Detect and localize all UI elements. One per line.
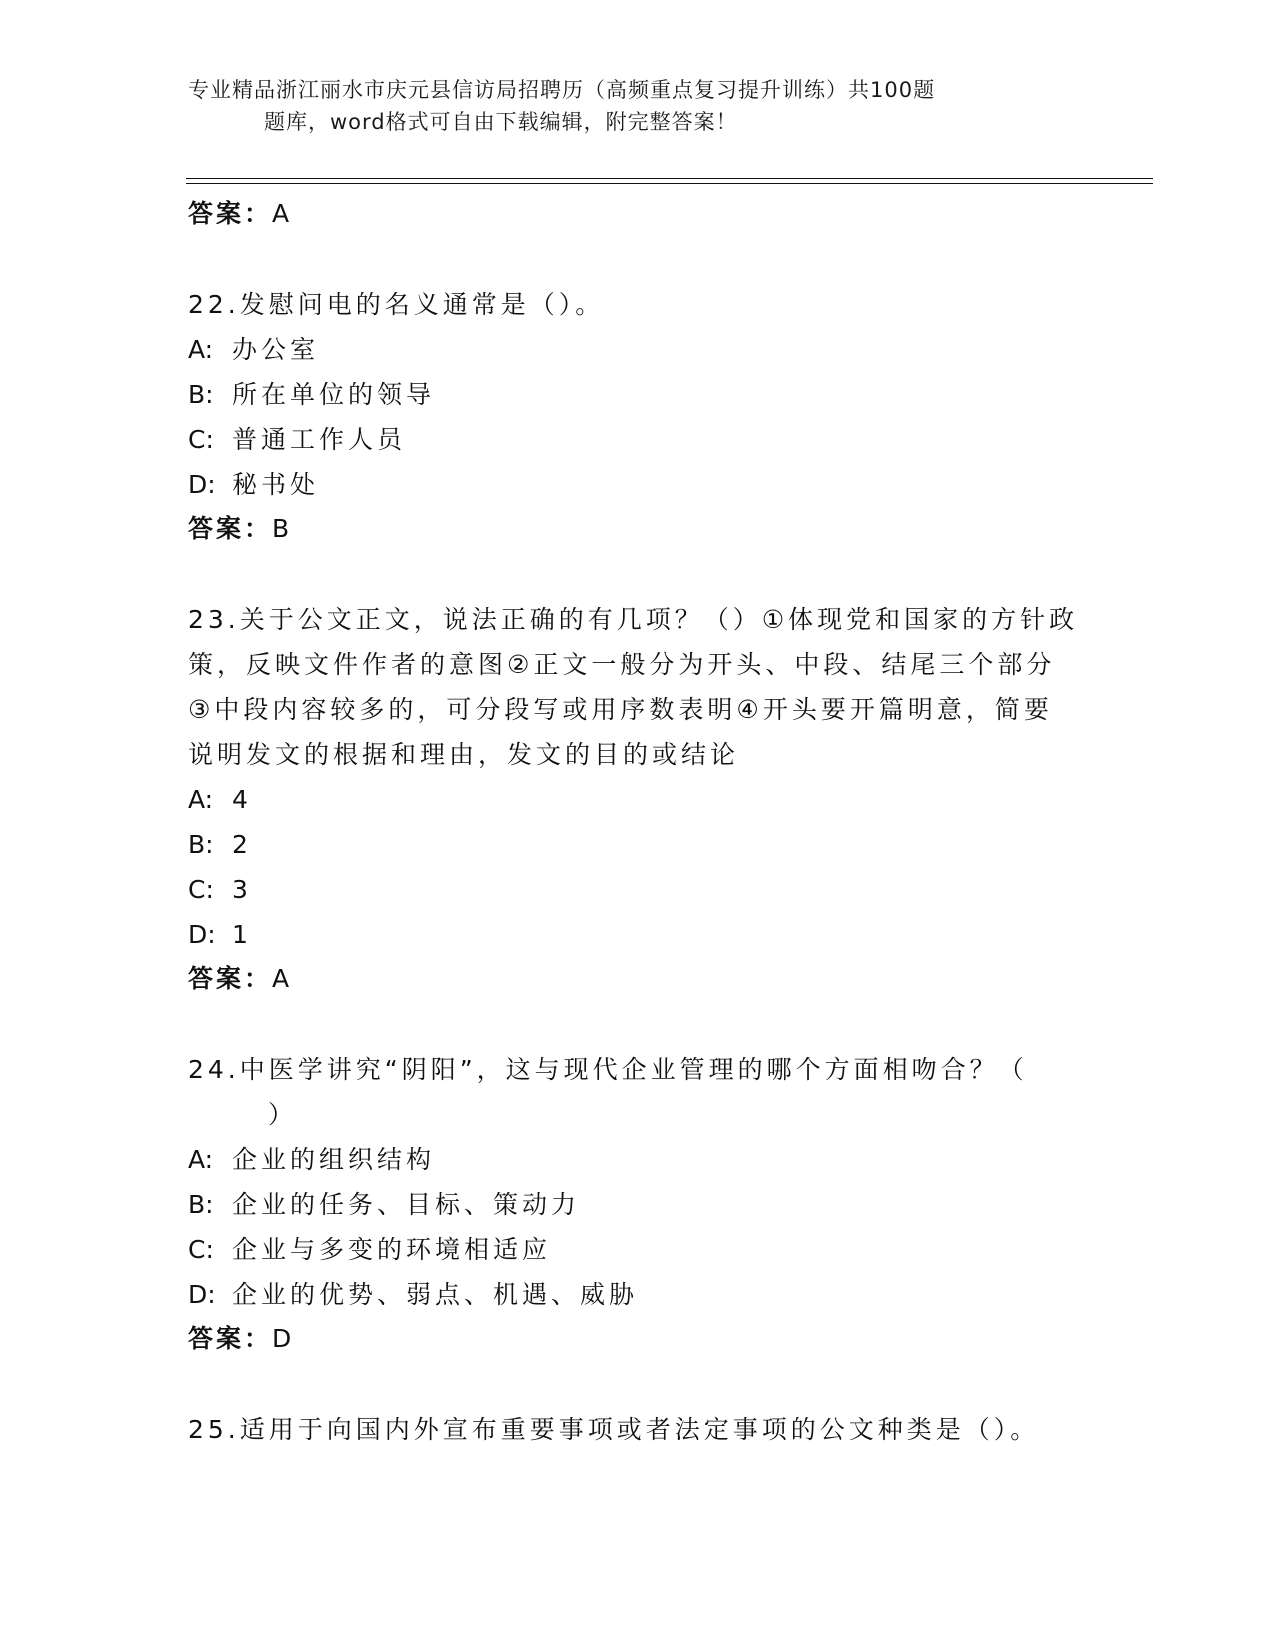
header-title-line-1: 专业精品浙江丽水市庆元县信访局招聘历（高频重点复习提升训练）共100题: [188, 78, 936, 102]
question-23-option-b: [188, 822, 1088, 867]
header-title-line-2: 题库，word格式可自由下载编辑，附完整答案！: [264, 110, 738, 134]
question-24-option-b: [188, 1182, 1088, 1227]
option-key: B:: [188, 830, 214, 859]
question-25-text: 25.适用于向国内外宣布重要事项或者法定事项的公文种类是（）。: [188, 1415, 1040, 1444]
option-text: 3: [232, 875, 252, 904]
option-key: A:: [188, 785, 214, 814]
question-22: [188, 282, 1088, 327]
option-text: 所在单位的领导: [232, 380, 436, 409]
question-24-option-c: [188, 1227, 1088, 1272]
answer-22: [188, 507, 1088, 551]
answer-value: A: [272, 199, 292, 228]
option-text: 秘书处: [232, 470, 320, 499]
answer-label: 答案：: [188, 199, 273, 228]
option-text: 普通工作人员: [232, 425, 407, 454]
question-22-option-d: [188, 462, 1088, 507]
question-22-text: 22.发慰问电的名义通常是（）。: [188, 290, 605, 319]
option-key: B:: [188, 380, 214, 409]
question-22-option-c: [188, 417, 1088, 462]
question-24: [188, 1047, 1088, 1137]
question-24-option-d: [188, 1272, 1088, 1317]
option-key: A:: [188, 335, 214, 364]
question-22-option-b: [188, 372, 1088, 417]
question-23-line-4: 说明发文的根据和理由，发文的目的或结论: [188, 740, 740, 769]
option-key: D:: [188, 470, 216, 499]
question-23-line-1: 23.关于公文正文，说法正确的有几项？（）①体现党和国家的方针政: [188, 605, 1079, 634]
answer-value: B: [272, 514, 292, 543]
header-rule-bottom: [186, 183, 1153, 184]
answer-label: 答案：: [188, 964, 273, 993]
question-23: [188, 597, 1088, 777]
answer-label: 答案：: [188, 1324, 273, 1353]
option-text: 企业的优势、弱点、机遇、威胁: [232, 1280, 639, 1309]
answer-23: [188, 957, 1088, 1001]
answer-label: 答案：: [188, 514, 273, 543]
answer-21: [188, 192, 1088, 236]
option-key: C:: [188, 425, 214, 454]
question-24-line-2: ）: [268, 1100, 298, 1129]
question-25: [188, 1407, 1088, 1452]
option-text: 4: [232, 785, 252, 814]
document-body: [188, 192, 1088, 1452]
document-header: [188, 74, 1068, 138]
option-text: 1: [232, 920, 252, 949]
question-23-line-3: ③中段内容较多的，可分段写或用序数表明④开头要开篇明意，简要: [188, 695, 1053, 724]
question-24-option-a: [188, 1137, 1088, 1182]
option-key: C:: [188, 1235, 214, 1264]
option-key: B:: [188, 1190, 214, 1219]
question-23-line-2: 策，反映文件作者的意图②正文一般分为开头、中段、结尾三个部分: [188, 650, 1056, 679]
question-23-option-a: [188, 777, 1088, 822]
question-23-option-d: [188, 912, 1088, 957]
answer-24: [188, 1317, 1088, 1361]
option-key: C:: [188, 875, 214, 904]
option-key: A:: [188, 1145, 214, 1174]
answer-value: A: [272, 964, 292, 993]
option-text: 企业的组织结构: [232, 1145, 436, 1174]
option-text: 企业的任务、目标、策动力: [232, 1190, 581, 1219]
option-key: D:: [188, 920, 216, 949]
question-23-option-c: [188, 867, 1088, 912]
question-24-line-1: 24.中医学讲究“阴阳”，这与现代企业管理的哪个方面相吻合？（: [188, 1055, 1028, 1084]
option-text: 企业与多变的环境相适应: [232, 1235, 552, 1264]
option-text: 2: [232, 830, 252, 859]
option-text: 办公室: [232, 335, 320, 364]
question-22-option-a: [188, 327, 1088, 372]
header-rule-top: [186, 178, 1153, 179]
option-key: D:: [188, 1280, 216, 1309]
answer-value: D: [272, 1324, 294, 1353]
